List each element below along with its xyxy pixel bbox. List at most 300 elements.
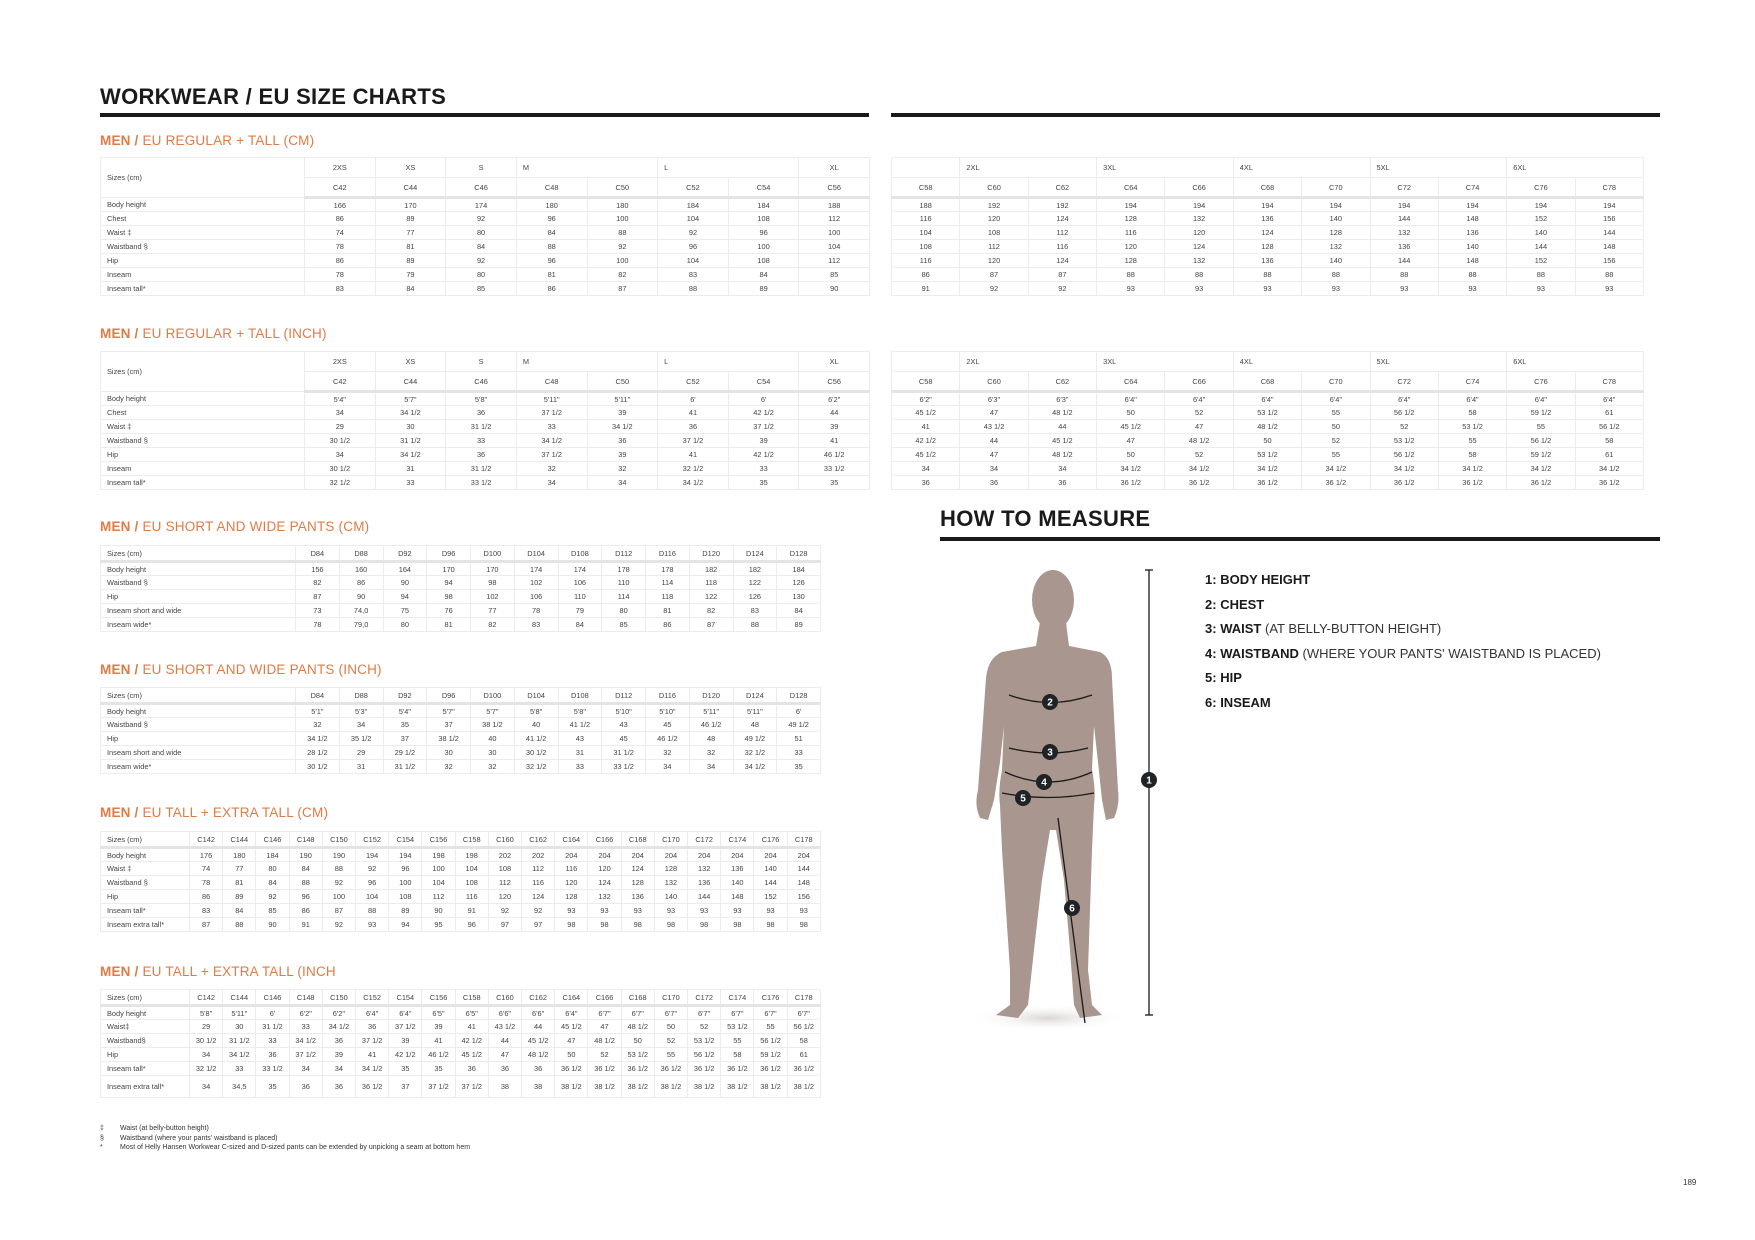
table-cell: 136: [1438, 226, 1506, 240]
legend-label: CHEST: [1220, 596, 1265, 612]
table-cell: 96: [455, 918, 488, 932]
table-cell: 194: [1233, 198, 1301, 212]
table-cell: 84: [516, 226, 587, 240]
table-cell: 36 1/2: [555, 1062, 588, 1076]
section-prefix: MEN /: [100, 519, 139, 534]
table-cell: 34 1/2: [587, 420, 658, 434]
table-cell: 34 1/2: [1233, 462, 1301, 476]
size-code-row: [892, 178, 1644, 198]
table-cell: 52: [1165, 448, 1233, 462]
size-code-header: C158: [455, 832, 488, 848]
table-cell: 182: [733, 562, 777, 576]
table-cell: 144: [1507, 240, 1575, 254]
table-cell: 35: [256, 1076, 289, 1098]
row-label: Chest: [101, 212, 305, 226]
table-cell: 5'4": [305, 392, 376, 406]
table-cell: 48: [689, 732, 733, 746]
table-cell: 116: [555, 862, 588, 876]
table-row: [101, 1020, 821, 1034]
size-group-header: 3XL: [1097, 158, 1234, 178]
table-cell: 88: [1097, 268, 1165, 282]
table-cell: 34: [689, 760, 733, 774]
table-cell: 59 1/2: [754, 1048, 787, 1062]
table-cell: 84: [223, 904, 256, 918]
size-code-header: C146: [256, 990, 289, 1006]
table-cell: 53 1/2: [721, 1020, 754, 1034]
table-cell: 112: [799, 212, 870, 226]
table-cell: 33: [728, 462, 799, 476]
table-row: [892, 476, 1644, 490]
table-cell: 144: [1370, 254, 1438, 268]
size-code-header: C158: [455, 990, 488, 1006]
table-cell: 38 1/2: [654, 1076, 687, 1098]
table-cell: 98: [688, 918, 721, 932]
table-cell: 39: [587, 406, 658, 420]
size-code-header: C66: [1165, 372, 1233, 392]
table-cell: 32: [689, 746, 733, 760]
table-cell: 92: [322, 876, 355, 890]
table-cell: 78: [305, 268, 376, 282]
table-cell: 81: [516, 268, 587, 282]
table-cell: 98: [654, 918, 687, 932]
table-cell: 88: [733, 618, 777, 632]
table-cell: 148: [787, 876, 820, 890]
table-cell: 156: [1575, 254, 1643, 268]
table-cell: 55: [754, 1020, 787, 1034]
table-cell: 36: [522, 1062, 555, 1076]
table-cell: 78: [514, 604, 558, 618]
table-cell: 180: [587, 198, 658, 212]
table-cell: 81: [375, 240, 446, 254]
size-group-header: 5XL: [1370, 352, 1507, 372]
section-title: EU REGULAR + TALL (CM): [142, 133, 315, 148]
table-cell: 116: [1028, 240, 1096, 254]
table-cell: 43 1/2: [488, 1020, 521, 1034]
table-cell: 76: [427, 604, 471, 618]
table-cell: 184: [728, 198, 799, 212]
table-cell: 92: [256, 890, 289, 904]
table-cell: 202: [522, 848, 555, 862]
table-row: [101, 476, 870, 490]
table-cell: 50: [1097, 406, 1165, 420]
table-cell: 38: [488, 1076, 521, 1098]
table-cell: 124: [1233, 226, 1301, 240]
size-group-header: L: [658, 352, 799, 372]
table-cell: 77: [223, 862, 256, 876]
table-cell: 108: [728, 254, 799, 268]
table-cell: 48 1/2: [621, 1020, 654, 1034]
table-cell: 140: [721, 876, 754, 890]
table-cell: 84: [289, 862, 322, 876]
size-code-header: D92: [383, 688, 427, 704]
table-cell: 40: [514, 718, 558, 732]
table-cell: 93: [1233, 282, 1301, 296]
table-cell: 36: [960, 476, 1028, 490]
table-cell: 34: [190, 1048, 223, 1062]
table-row: [101, 862, 821, 876]
row-label: Inseam: [101, 268, 305, 282]
table-cell: 31: [558, 746, 602, 760]
table-cell: 6'4": [389, 1006, 422, 1020]
table-cell: 37 1/2: [422, 1076, 455, 1098]
table-cell: 132: [1165, 212, 1233, 226]
row-label: Body height: [101, 392, 305, 406]
table-cell: 34: [305, 406, 376, 420]
table-cell: 47: [588, 1020, 621, 1034]
table-cell: 136: [1370, 240, 1438, 254]
table-cell: 6'2": [799, 392, 870, 406]
table-cell: 89: [375, 212, 446, 226]
table-cell: 84: [558, 618, 602, 632]
size-code-header: C176: [754, 990, 787, 1006]
table-cell: 6'4": [1097, 392, 1165, 406]
table-cell: 38 1/2: [621, 1076, 654, 1098]
table-cell: 184: [256, 848, 289, 862]
size-code-header: C144: [223, 832, 256, 848]
table-cell: 92: [356, 862, 389, 876]
table-cell: 124: [588, 876, 621, 890]
table-cell: 58: [1438, 406, 1506, 420]
table-cell: 36: [446, 448, 517, 462]
table-cell: 182: [689, 562, 733, 576]
table-cell: 104: [422, 876, 455, 890]
size-code-header: C64: [1097, 372, 1165, 392]
table-cell: 45: [646, 718, 690, 732]
page-number: 189: [1683, 1178, 1697, 1187]
table-cell: 29: [305, 420, 376, 434]
table-cell: 96: [658, 240, 729, 254]
table-cell: 53 1/2: [621, 1048, 654, 1062]
row-label: Body height: [101, 562, 296, 576]
size-code-header: C172: [688, 990, 721, 1006]
size-table-regular-inch-left: [100, 351, 870, 490]
table-cell: 6'4": [356, 1006, 389, 1020]
table-cell: 36: [892, 476, 960, 490]
table-cell: 93: [356, 918, 389, 932]
table-cell: 108: [455, 876, 488, 890]
table-cell: 48 1/2: [522, 1048, 555, 1062]
table-cell: 31: [339, 760, 383, 774]
size-code-row: [892, 372, 1644, 392]
table-cell: 6'2": [322, 1006, 355, 1020]
table-cell: 36 1/2: [1370, 476, 1438, 490]
table-cell: 5'11": [516, 392, 587, 406]
table-cell: 56 1/2: [1370, 406, 1438, 420]
table-cell: 152: [1507, 212, 1575, 226]
size-code-header: C144: [223, 990, 256, 1006]
table-cell: 194: [389, 848, 422, 862]
row-label: Inseam: [101, 462, 305, 476]
table-row: [101, 904, 821, 918]
table-cell: 31 1/2: [375, 434, 446, 448]
size-code-header: C162: [522, 832, 555, 848]
size-code-header: C150: [322, 832, 355, 848]
table-cell: 6'6": [488, 1006, 521, 1020]
table-cell: 136: [688, 876, 721, 890]
section-heading-regular-cm: [100, 133, 314, 148]
table-cell: 88: [356, 904, 389, 918]
table-cell: 84: [256, 876, 289, 890]
table-cell: 85: [799, 268, 870, 282]
table-cell: 42 1/2: [389, 1048, 422, 1062]
table-cell: 104: [658, 254, 729, 268]
size-code-header: C42: [305, 178, 376, 198]
table-cell: 194: [1097, 198, 1165, 212]
table-cell: 58: [721, 1048, 754, 1062]
table-cell: 55: [1438, 434, 1506, 448]
table-cell: 35: [422, 1062, 455, 1076]
table-cell: 6'4": [1165, 392, 1233, 406]
size-table-regular-inch-right: [891, 351, 1644, 490]
table-cell: 48: [733, 718, 777, 732]
table-cell: 126: [733, 590, 777, 604]
table-cell: 184: [658, 198, 729, 212]
section-title: EU TALL + EXTRA TALL (INCH: [142, 964, 336, 979]
table-cell: 5'8": [190, 1006, 223, 1020]
table-cell: 34: [960, 462, 1028, 476]
table-cell: 79: [375, 268, 446, 282]
corner-label: Sizes (cm): [101, 832, 190, 848]
table-cell: 50: [1233, 434, 1301, 448]
size-code-header: C46: [446, 178, 517, 198]
row-label: Waist ‡: [101, 862, 190, 876]
footnotes: [100, 1124, 470, 1153]
table-cell: 190: [322, 848, 355, 862]
table-cell: 106: [558, 576, 602, 590]
row-label: Hip: [101, 254, 305, 268]
size-code-header: C172: [688, 832, 721, 848]
size-code-header: D116: [646, 688, 690, 704]
table-cell: 32 1/2: [733, 746, 777, 760]
table-cell: 36: [446, 406, 517, 420]
size-code-header: D128: [777, 546, 821, 562]
table-cell: 37 1/2: [389, 1020, 422, 1034]
size-group-header: 4XL: [1233, 352, 1370, 372]
table-cell: 140: [1302, 212, 1370, 226]
section-title: EU SHORT AND WIDE PANTS (CM): [142, 519, 370, 534]
table-cell: 39: [422, 1020, 455, 1034]
table-cell: 132: [588, 890, 621, 904]
table-cell: 5'11": [587, 392, 658, 406]
title-rule-left: [100, 113, 869, 117]
table-cell: 36 1/2: [754, 1062, 787, 1076]
legend-label: WAIST: [1220, 621, 1262, 636]
table-cell: 81: [646, 604, 690, 618]
table-cell: 6': [728, 392, 799, 406]
table-cell: 128: [1302, 226, 1370, 240]
table-cell: 36: [658, 420, 729, 434]
table-cell: 98: [555, 918, 588, 932]
table-cell: 84: [728, 268, 799, 282]
table-cell: 95: [422, 918, 455, 932]
table-cell: 108: [389, 890, 422, 904]
table-cell: 144: [1575, 226, 1643, 240]
table-cell: 5'11": [223, 1006, 256, 1020]
table-cell: 152: [1507, 254, 1575, 268]
row-label: Inseam short and wide: [101, 746, 296, 760]
table-cell: 104: [356, 890, 389, 904]
table-cell: 32 1/2: [514, 760, 558, 774]
table-cell: 52: [688, 1020, 721, 1034]
table-cell: 34: [190, 1076, 223, 1098]
size-code-header: D124: [733, 688, 777, 704]
table-cell: 140: [1507, 226, 1575, 240]
table-cell: 88: [1507, 268, 1575, 282]
table-cell: 5'1": [296, 704, 340, 718]
table-cell: 79: [558, 604, 602, 618]
table-cell: 83: [658, 268, 729, 282]
table-cell: 104: [455, 862, 488, 876]
table-cell: 88: [516, 240, 587, 254]
marker-2: [1042, 694, 1058, 710]
table-cell: 37: [389, 1076, 422, 1098]
size-code-header: D84: [296, 546, 340, 562]
table-cell: 92: [446, 212, 517, 226]
footnote-text: Most of Helly Hansen Workwear C-sized and D-sized pants can be extended by unpicking a seam at bottom hem: [120, 1144, 471, 1151]
table-cell: 85: [256, 904, 289, 918]
table-cell: 37: [383, 732, 427, 746]
table-cell: 92: [1028, 282, 1096, 296]
table-cell: 132: [1302, 240, 1370, 254]
size-code-header: D88: [339, 688, 383, 704]
table-cell: 45 1/2: [892, 448, 960, 462]
legend-num: 5:: [1205, 670, 1217, 685]
table-cell: 204: [588, 848, 621, 862]
table-cell: 93: [588, 904, 621, 918]
size-code-header: C156: [422, 990, 455, 1006]
table-row: [101, 1006, 821, 1020]
table-row: [892, 198, 1644, 212]
table-cell: 132: [688, 862, 721, 876]
table-cell: 90: [383, 576, 427, 590]
table-cell: 55: [1302, 448, 1370, 462]
table-cell: 82: [471, 618, 515, 632]
table-cell: 34: [322, 1062, 355, 1076]
table-cell: 82: [296, 576, 340, 590]
table-cell: 124: [1165, 240, 1233, 254]
table-cell: 92: [446, 254, 517, 268]
table-cell: 36: [488, 1062, 521, 1076]
table-cell: 204: [721, 848, 754, 862]
table-cell: 120: [960, 212, 1028, 226]
table-cell: 59 1/2: [1507, 406, 1575, 420]
size-group-row: [101, 352, 870, 372]
size-code-header: C66: [1165, 178, 1233, 198]
table-cell: 74: [190, 862, 223, 876]
table-cell: 98: [621, 918, 654, 932]
table-cell: 6'6": [522, 1006, 555, 1020]
table-cell: 5'7": [471, 704, 515, 718]
table-row: [101, 876, 821, 890]
table-cell: 34: [305, 448, 376, 462]
table-cell: 192: [960, 198, 1028, 212]
row-label: Inseam extra tall*: [101, 918, 190, 932]
table-cell: 128: [555, 890, 588, 904]
table-cell: 36: [455, 1062, 488, 1076]
table-cell: 104: [892, 226, 960, 240]
table-cell: 96: [289, 890, 322, 904]
table-cell: 34 1/2: [1507, 462, 1575, 476]
size-code-header: C52: [658, 178, 729, 198]
footnote: [100, 1124, 470, 1134]
table-cell: 5'8": [446, 392, 517, 406]
size-table-short-wide-inch: [100, 687, 821, 774]
table-cell: 188: [799, 198, 870, 212]
table-cell: 94: [389, 918, 422, 932]
table-cell: 93: [1575, 282, 1643, 296]
table-cell: 87: [322, 904, 355, 918]
table-cell: 87: [190, 918, 223, 932]
table-cell: 37 1/2: [516, 406, 587, 420]
size-code-header: C142: [190, 832, 223, 848]
table-cell: 93: [1302, 282, 1370, 296]
table-row: [101, 890, 821, 904]
size-code-header: C178: [787, 832, 820, 848]
size-group-header: S: [446, 158, 517, 178]
table-cell: 204: [555, 848, 588, 862]
table-cell: 198: [455, 848, 488, 862]
table-cell: 34,5: [223, 1076, 256, 1098]
row-label: Waist‡: [101, 1020, 190, 1034]
section-title: EU REGULAR + TALL (INCH): [142, 326, 327, 341]
table-cell: 38 1/2: [721, 1076, 754, 1098]
table-cell: 204: [754, 848, 787, 862]
table-cell: 148: [1438, 212, 1506, 226]
table-cell: 81: [427, 618, 471, 632]
table-cell: 166: [305, 198, 376, 212]
table-row: [101, 226, 870, 240]
table-row: [101, 1048, 821, 1062]
table-cell: 75: [383, 604, 427, 618]
table-cell: 194: [1370, 198, 1438, 212]
table-cell: 37: [427, 718, 471, 732]
table-cell: 36 1/2: [621, 1062, 654, 1076]
table-cell: 41: [422, 1034, 455, 1048]
table-cell: 48 1/2: [1028, 448, 1096, 462]
table-cell: 104: [799, 240, 870, 254]
table-row: [101, 392, 870, 406]
table-cell: 100: [389, 876, 422, 890]
table-cell: 114: [602, 590, 646, 604]
table-cell: 30 1/2: [514, 746, 558, 760]
table-cell: 89: [223, 890, 256, 904]
size-code-header: C72: [1370, 372, 1438, 392]
table-cell: 52: [1302, 434, 1370, 448]
table-cell: 73: [296, 604, 340, 618]
legend-item-hip: [1205, 666, 1601, 691]
size-code-header: C166: [588, 990, 621, 1006]
table-cell: 41: [356, 1048, 389, 1062]
measure-legend: [1205, 568, 1601, 715]
legend-note: (WHERE YOUR PANTS' WAISTBAND IS PLACED): [1302, 645, 1601, 661]
table-cell: 120: [555, 876, 588, 890]
table-cell: 29: [339, 746, 383, 760]
table-row: [101, 254, 870, 268]
table-cell: 45 1/2: [522, 1034, 555, 1048]
corner-label: Sizes (cm): [101, 990, 190, 1006]
table-row: [892, 420, 1644, 434]
size-code-header: C150: [322, 990, 355, 1006]
size-code-header: C72: [1370, 178, 1438, 198]
size-group-header: XL: [799, 352, 870, 372]
size-group-header: 2XS: [305, 352, 376, 372]
table-cell: 6'4": [1233, 392, 1301, 406]
table-row: [101, 590, 821, 604]
size-group-header: M: [516, 352, 657, 372]
table-cell: 170: [471, 562, 515, 576]
size-group-header: L: [658, 158, 799, 178]
table-cell: 53 1/2: [1233, 448, 1301, 462]
